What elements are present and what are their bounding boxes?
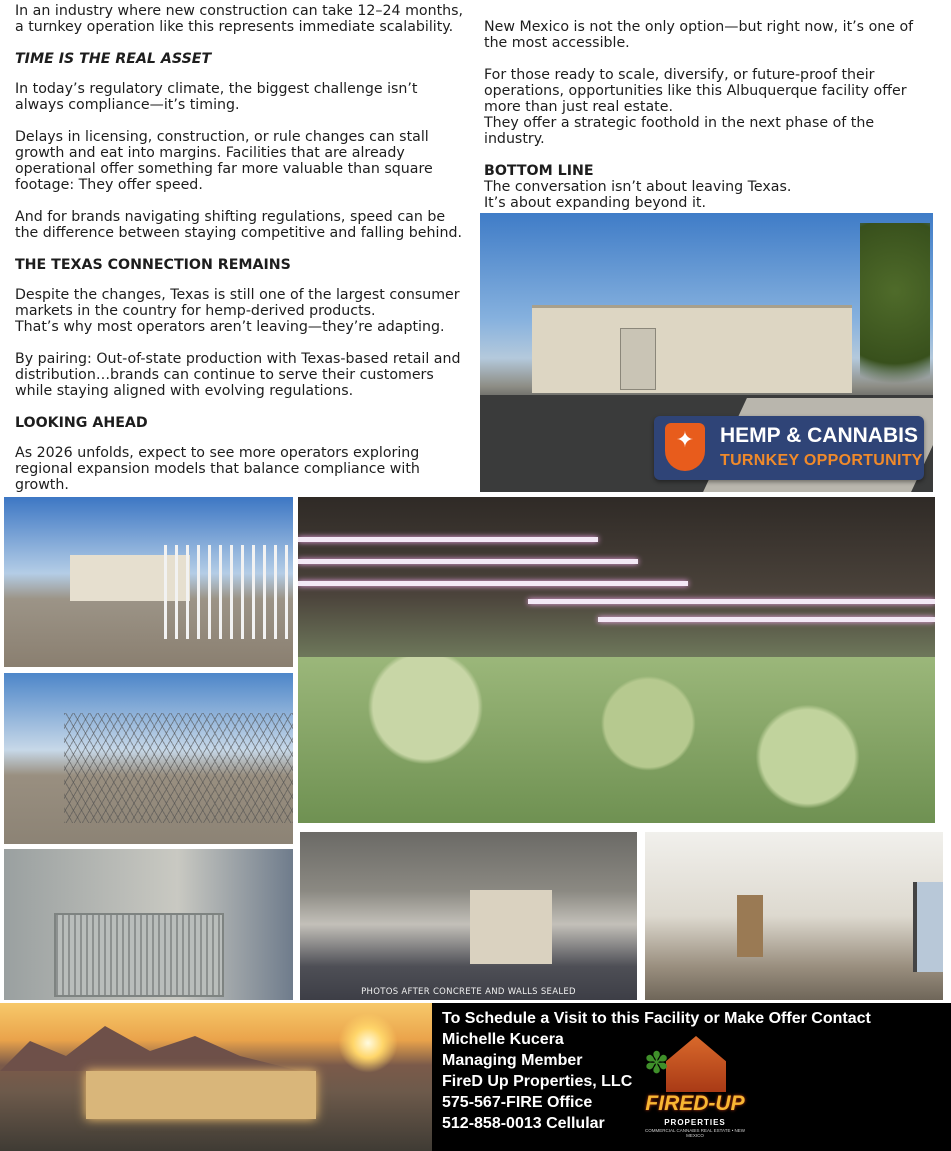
contact-name: Michelle Kucera	[442, 1031, 564, 1048]
plant-canopy-shape	[298, 657, 935, 823]
paragraph-scale: For those ready to scale, diversify, or future-proof their operations, opportunities like this Albuquerque facility offer more than just real estate.	[484, 67, 907, 115]
warehouse-interior-photo	[300, 832, 637, 1000]
heading-texas-connection: THE TEXAS CONNECTION REMAINS	[15, 257, 291, 273]
cannabis-leaf-icon: ✦	[675, 428, 695, 453]
badge-title: HEMP & CANNABIS	[720, 424, 918, 447]
cannabis-leaf-icon: ✽	[644, 1046, 670, 1081]
grow-light-shape	[528, 599, 935, 604]
contact-cell-phone[interactable]: 512-858-0013 Cellular	[442, 1115, 605, 1132]
contact-panel	[432, 1003, 951, 1151]
logo-tagline: COMMERCIAL CANNABIS REAL ESTATE • NEW MEXICO	[644, 1128, 746, 1138]
roll-up-door-shape	[620, 328, 656, 390]
paragraph-texas-3: By pairing: Out-of-state production with Texas-based retail and distribution…brands can continue to serve their customers while staying aligned with evolving regulations.	[15, 351, 461, 399]
fence-shape	[164, 545, 293, 639]
paragraph-time-1: In today’s regulatory climate, the biggest challenge isn’t always compliance—it’s timing.	[15, 81, 418, 113]
contact-company: FireD Up Properties, LLC	[442, 1073, 633, 1090]
paragraph-time-2: Delays in licensing, construction, or rule changes can stall growth and eat into margins. Facilities that are already operational offer something far more valuable than square footage: They offer speed.	[15, 129, 433, 193]
aerial-greenhouse-photo	[0, 1003, 432, 1151]
contact-heading: To Schedule a Visit to this Facility or Make Offer Contact	[442, 1010, 871, 1027]
hemp-cannabis-badge	[654, 416, 924, 480]
fired-up-properties-logo	[638, 1034, 752, 1138]
paragraph-texas-2: That’s why most operators aren’t leaving—they’re adapting.	[15, 319, 445, 335]
ac-unit-shape	[54, 913, 224, 997]
building-shape	[532, 305, 852, 393]
contact-title: Managing Member	[442, 1052, 583, 1069]
contact-office-phone[interactable]: 575-567-FIRE Office	[442, 1094, 593, 1111]
open-bay-door-shape	[470, 890, 552, 964]
heading-looking-ahead: LOOKING AHEAD	[15, 415, 148, 431]
sun-shape	[338, 1013, 398, 1073]
logo-wordmark: FIRED-UP	[645, 1092, 745, 1115]
heading-bottom-line: BOTTOM LINE	[484, 163, 594, 179]
security-fence-photo	[4, 673, 293, 844]
office-interior-photo	[645, 832, 943, 1000]
facility-exterior-photo	[480, 213, 933, 492]
paragraph-new-mexico: New Mexico is not the only option—but right now, it’s one of the most accessible.	[484, 19, 914, 51]
grow-light-shape	[298, 581, 688, 586]
heading-time-is-the-real-asset: TIME IS THE REAL ASSET	[15, 51, 212, 67]
window-shape	[913, 882, 943, 972]
right-article-column	[484, 19, 934, 211]
paragraph-looking-ahead: As 2026 unfolds, expect to see more operators exploring regional expansion models that balance compliance with growth.	[15, 445, 420, 493]
paragraph-bottom-line-1: The conversation isn’t about leaving Texas.	[484, 179, 792, 195]
greenhouse-shape	[86, 1071, 316, 1119]
grow-light-shape	[298, 559, 638, 564]
grow-room-photo	[298, 497, 935, 823]
paragraph-time-3: And for brands navigating shifting regulations, speed can be the difference between staying competitive and falling behind.	[15, 209, 462, 241]
paragraph-bottom-line-2: It’s about expanding beyond it.	[484, 195, 706, 211]
paragraph-texas-1: Despite the changes, Texas is still one of the largest consumer markets in the country for hemp-derived products.	[15, 287, 460, 319]
grow-light-shape	[598, 617, 935, 622]
grow-light-shape	[298, 537, 598, 542]
intro-paragraph: In an industry where new construction can take 12–24 months, a turnkey operation like this represents immediate scalability.	[15, 3, 464, 35]
hvac-unit-photo	[4, 849, 293, 1000]
photo-caption: PHOTOS AFTER CONCRETE AND WALLS SEALED	[361, 987, 576, 997]
paragraph-foothold: They offer a strategic foothold in the next phase of the industry.	[484, 115, 875, 147]
badge-subtitle: TURNKEY OPPORTUNITY	[720, 452, 923, 469]
office-door-shape	[737, 895, 763, 957]
mountains-shape	[0, 1021, 300, 1071]
tree-shape	[860, 223, 930, 418]
exterior-side-photo	[4, 497, 293, 667]
chain-link-fence-shape	[64, 713, 293, 823]
left-article-column	[15, 3, 465, 497]
logo-subtitle: PROPERTIES	[664, 1118, 726, 1127]
